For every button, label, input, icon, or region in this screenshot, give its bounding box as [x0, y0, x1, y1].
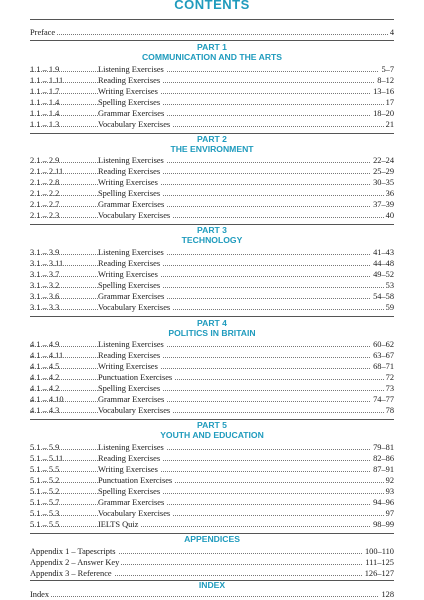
dot-leader	[30, 357, 394, 358]
dot-leader	[30, 104, 394, 105]
part-name: POLITICS IN BRITAIN	[168, 328, 256, 338]
entry-label: Vocabulary Exercises	[98, 211, 171, 220]
dot-leader	[30, 515, 394, 516]
entry-number: 3.1 – 3.9	[30, 248, 60, 257]
entry-page: 44–48	[373, 259, 394, 268]
toc-entry[interactable]	[30, 568, 394, 579]
toc-entry[interactable]	[30, 486, 394, 497]
toc-entry[interactable]	[30, 589, 394, 600]
toc-entry[interactable]	[30, 155, 394, 166]
toc-entry[interactable]	[30, 475, 394, 486]
entry-page: 111–125	[365, 558, 394, 567]
toc-entry[interactable]	[30, 497, 394, 508]
entry-label: Reading Exercises	[98, 76, 161, 85]
entry-label: Spelling Exercises	[98, 98, 161, 107]
toc-entry[interactable]	[30, 75, 394, 86]
entry-label: Appendix 3 – Reference	[30, 569, 112, 578]
entry-label: Grammar Exercises	[98, 498, 165, 507]
entry-label: Vocabulary Exercises	[98, 509, 171, 518]
entry-page: 128	[381, 590, 394, 599]
entry-page: 87–91	[373, 465, 394, 474]
entry-label: Reading Exercises	[98, 454, 161, 463]
page-title: CONTENTS	[174, 0, 250, 12]
entry-number: 2.1 – 2.11	[30, 167, 64, 176]
toc-entry[interactable]	[30, 519, 394, 530]
entry-label: Vocabulary Exercises	[98, 303, 171, 312]
entry-number: 5.1 – 5.5	[30, 465, 60, 474]
entry-label: Listening Exercises	[98, 65, 164, 74]
toc-entry[interactable]	[30, 302, 394, 313]
entry-label: Punctuation Exercises	[98, 373, 173, 382]
dot-leader	[30, 449, 394, 450]
entry-page: 5–7	[381, 65, 394, 74]
toc-entry[interactable]	[30, 64, 394, 75]
toc-entry[interactable]	[30, 557, 394, 568]
entry-page: 8–12	[377, 76, 394, 85]
toc-entry[interactable]	[30, 97, 394, 108]
entry-number: 3.1 – 3.7	[30, 270, 60, 279]
entry-page: 53	[385, 281, 394, 290]
entry-page: 97	[385, 509, 394, 518]
entry-number: 1.1 – 1.7	[30, 87, 60, 96]
toc-entry[interactable]	[30, 372, 394, 383]
entry-label: Spelling Exercises	[98, 487, 161, 496]
entry-page: 21	[385, 120, 394, 129]
entry-number: 5.1 – 5.5	[30, 520, 60, 529]
entry-label: Index	[30, 590, 50, 599]
entry-label: Writing Exercises	[98, 178, 158, 187]
dot-leader	[30, 596, 394, 597]
dot-leader	[30, 173, 394, 174]
entry-label: Spelling Exercises	[98, 384, 161, 393]
entry-label: Spelling Exercises	[98, 189, 161, 198]
dot-leader	[30, 298, 394, 299]
dot-leader	[30, 265, 394, 266]
entry-page: 30–35	[373, 178, 394, 187]
toc-entry[interactable]	[30, 108, 394, 119]
entry-number: 5.1 – 5.7	[30, 498, 60, 507]
toc-entry[interactable]	[30, 258, 394, 269]
dot-leader	[30, 309, 394, 310]
toc-entry[interactable]	[30, 405, 394, 416]
dot-leader	[30, 379, 394, 380]
dot-leader	[30, 126, 394, 127]
entry-page: 74–77	[373, 395, 394, 404]
entry-page: 92	[385, 476, 394, 485]
entry-page: 37–39	[373, 200, 394, 209]
toc-entry[interactable]	[30, 86, 394, 97]
entry-number: 2.1 – 2.7	[30, 200, 60, 209]
entry-number: 2.1 – 2.8	[30, 178, 60, 187]
dot-leader	[30, 504, 394, 505]
entry-number: 1.1 – 1.4	[30, 109, 60, 118]
entry-page: 72	[385, 373, 394, 382]
dot-leader	[30, 460, 394, 461]
entry-page: 98–99	[373, 520, 394, 529]
dot-leader	[30, 401, 394, 402]
dot-leader	[30, 71, 394, 72]
entry-number: 1.1 – 1.3	[30, 120, 60, 129]
entry-number: 2.1 – 2.9	[30, 156, 60, 165]
dot-leader	[30, 34, 394, 35]
entry-page: 68–71	[373, 362, 394, 371]
toc-entry[interactable]	[30, 177, 394, 188]
entry-number: 3.1 – 3.2	[30, 281, 60, 290]
entry-number: 4.1 – 4.5	[30, 362, 60, 371]
toc-entry[interactable]	[30, 199, 394, 210]
entry-label: Writing Exercises	[98, 465, 158, 474]
part-name: THE ENVIRONMENT	[170, 144, 254, 154]
toc-entry[interactable]	[30, 339, 394, 350]
entry-number: 5.1 – 5.3	[30, 509, 60, 518]
dot-leader	[30, 526, 394, 527]
entry-number: 3.1 – 3.3	[30, 303, 60, 312]
entry-page: 41–43	[373, 248, 394, 257]
toc-entry[interactable]	[30, 119, 394, 130]
entry-number: 1.1 – 1.11	[30, 76, 64, 85]
toc-entry[interactable]	[30, 210, 394, 221]
entry-page: 22–24	[373, 156, 394, 165]
entry-page: 79–81	[373, 443, 394, 452]
section-rule	[30, 316, 394, 317]
entry-number: 2.1 – 2.2	[30, 189, 60, 198]
dot-leader	[30, 93, 394, 94]
entry-page: 36	[385, 189, 394, 198]
entry-number: 5.1 – 5.2	[30, 476, 60, 485]
entry-label: Listening Exercises	[98, 248, 164, 257]
entry-page: 100–110	[364, 547, 394, 556]
toc-entry[interactable]	[30, 247, 394, 258]
entry-label: Listening Exercises	[98, 156, 164, 165]
entry-number: 4.1 – 4.10	[30, 395, 64, 404]
entry-page: 54–58	[373, 292, 394, 301]
entry-label: Writing Exercises	[98, 362, 158, 371]
entry-number: 3.1 – 3.11	[30, 259, 64, 268]
toc-entry[interactable]	[30, 269, 394, 280]
entry-page: 82–86	[373, 454, 394, 463]
entry-page: 94–96	[373, 498, 394, 507]
entry-number: 2.1 – 2.3	[30, 211, 60, 220]
entry-page: 63–67	[373, 351, 394, 360]
preface-label: Preface	[30, 28, 56, 37]
dot-leader	[30, 390, 394, 391]
toc-entry[interactable]	[30, 546, 394, 557]
entry-page: 49–52	[373, 270, 394, 279]
dot-leader	[30, 482, 394, 483]
entry-label: Appendix 1 – Tapescripts	[30, 547, 116, 556]
entry-number: 5.1 – 5.11	[30, 454, 64, 463]
dot-leader	[30, 276, 394, 277]
entry-label: Listening Exercises	[98, 443, 164, 452]
toc-entry[interactable]	[30, 188, 394, 199]
entry-number: 4.1 – 4.9	[30, 340, 60, 349]
entry-label: Vocabulary Exercises	[98, 406, 171, 415]
part-name: COMMUNICATION AND THE ARTS	[141, 52, 283, 62]
section-rule	[30, 40, 394, 41]
toc-entry[interactable]	[30, 361, 394, 372]
index-heading: INDEX	[198, 580, 226, 590]
part-number: PART 2	[197, 134, 227, 144]
entry-number: 3.1 – 3.6	[30, 292, 60, 301]
dot-leader	[30, 195, 394, 196]
entry-page: 17	[385, 98, 394, 107]
entry-label: Reading Exercises	[98, 167, 161, 176]
toc-entry[interactable]	[30, 280, 394, 291]
entry-page: 40	[385, 211, 394, 220]
dot-leader	[30, 368, 394, 369]
toc-entry[interactable]	[30, 291, 394, 302]
entry-number: 1.1 – 1.9	[30, 65, 60, 74]
toc-entry[interactable]	[30, 394, 394, 405]
entry-number: 1.1 – 1.4	[30, 98, 60, 107]
dot-leader	[30, 206, 394, 207]
entry-page: 25–29	[373, 167, 394, 176]
part-name: TECHNOLOGY	[181, 235, 243, 245]
toc-entry[interactable]	[30, 442, 394, 453]
entry-page: 18–20	[373, 109, 394, 118]
entry-label: Reading Exercises	[98, 351, 161, 360]
entry-number: 5.1 – 5.9	[30, 443, 60, 452]
part-name: YOUTH AND EDUCATION	[160, 430, 264, 440]
toc-entry[interactable]	[30, 508, 394, 519]
appendices-heading: APPENDICES	[184, 534, 240, 544]
toc-entry[interactable]	[30, 166, 394, 177]
dot-leader	[30, 115, 394, 116]
toc-entry[interactable]	[30, 350, 394, 361]
entry-label: Appendix 2 – Answer Key	[30, 558, 120, 567]
entry-label: Vocabulary Exercises	[98, 120, 171, 129]
dot-leader	[30, 184, 394, 185]
entry-page: 73	[385, 384, 394, 393]
entry-label: Reading Exercises	[98, 259, 161, 268]
dot-leader	[30, 412, 394, 413]
entry-number: 5.1 – 5.2	[30, 487, 60, 496]
entry-page: 13–16	[373, 87, 394, 96]
entry-page: 93	[385, 487, 394, 496]
part-number: PART 1	[197, 42, 227, 52]
entry-number: 4.1 – 4.11	[30, 351, 64, 360]
dot-leader	[30, 162, 394, 163]
entry-label: Grammar Exercises	[98, 292, 165, 301]
entry-page: 60–62	[373, 340, 394, 349]
toc-entry[interactable]	[30, 464, 394, 475]
entry-number: 4.1 – 4.3	[30, 406, 60, 415]
entry-label: Listening Exercises	[98, 340, 164, 349]
entry-number: 4.1 – 4.2	[30, 384, 60, 393]
entry-label: Grammar Exercises	[98, 395, 165, 404]
dot-leader	[30, 493, 394, 494]
dot-leader	[30, 82, 394, 83]
part-number: PART 4	[197, 318, 227, 328]
entry-page: 78	[385, 406, 394, 415]
entry-page: 126–127	[364, 569, 394, 578]
entry-label: Writing Exercises	[98, 270, 158, 279]
entry-label: Grammar Exercises	[98, 200, 165, 209]
entry-label: IELTS Quiz	[98, 520, 139, 529]
toc-entry[interactable]	[30, 383, 394, 394]
dot-leader	[30, 287, 394, 288]
entry-label: Grammar Exercises	[98, 109, 165, 118]
entry-label: Writing Exercises	[98, 87, 158, 96]
top-rule	[30, 19, 394, 20]
dot-leader	[30, 217, 394, 218]
dot-leader	[30, 346, 394, 347]
preface-page: 4	[389, 28, 394, 37]
entry-label: Punctuation Exercises	[98, 476, 173, 485]
entry-number: 4.1 – 4.2	[30, 373, 60, 382]
preface-row[interactable]	[30, 27, 394, 38]
entry-label: Spelling Exercises	[98, 281, 161, 290]
dot-leader	[30, 471, 394, 472]
part-number: PART 5	[197, 420, 227, 430]
entry-page: 59	[385, 303, 394, 312]
part-number: PART 3	[197, 225, 227, 235]
dot-leader	[30, 254, 394, 255]
toc-entry[interactable]	[30, 453, 394, 464]
